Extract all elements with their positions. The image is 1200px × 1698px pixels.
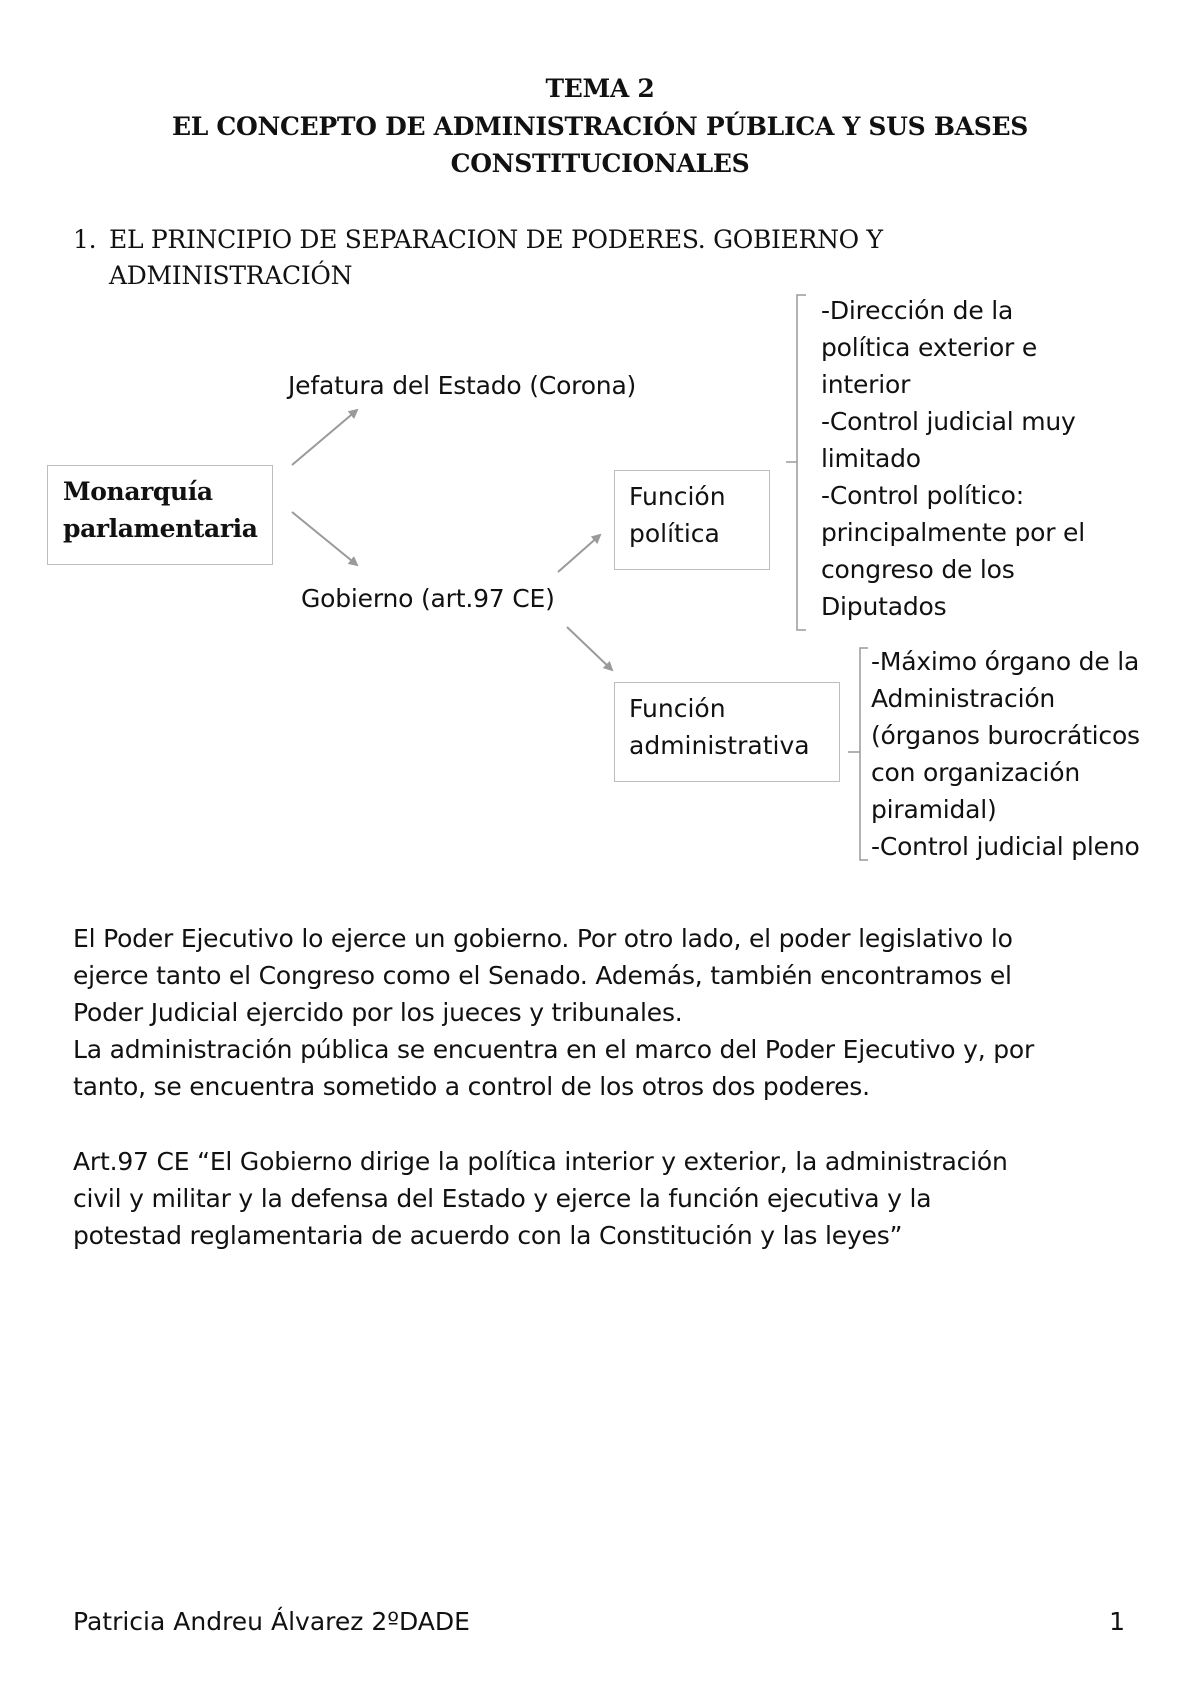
note-item: con organización	[871, 758, 1081, 787]
paragraph-line: potestad reglamentaria de acuerdo con la Constitución y las leyes”	[73, 1221, 903, 1250]
section-heading-line2: ADMINISTRACIÓN	[109, 261, 353, 290]
page-number: 1	[1109, 1607, 1125, 1636]
note-item: limitado	[821, 444, 921, 473]
funcion-politica-line2: política	[629, 519, 720, 548]
footer-author: Patricia Andreu Álvarez 2ºDADE	[73, 1607, 470, 1636]
jefatura-label: Jefatura del Estado (Corona)	[288, 371, 637, 400]
note-item: Administración	[871, 684, 1056, 713]
body-paragraph-2	[73, 1143, 1153, 1254]
funcion-administrativa-notes	[871, 643, 1140, 865]
note-item: interior	[821, 370, 911, 399]
document-subtitle-line2: CONSTITUCIONALES	[450, 149, 750, 178]
note-item: -Control judicial muy	[821, 407, 1076, 436]
section-heading-line1: EL PRINCIPIO DE SEPARACION DE PODERES. GOBIERNO Y	[109, 225, 883, 254]
root-label-line1: Monarquía	[63, 477, 213, 506]
paragraph-line: tanto, se encuentra sometido a control de los otros dos poderes.	[73, 1072, 870, 1101]
paragraph-line: civil y militar y la defensa del Estado y ejerce la función ejecutiva y la	[73, 1184, 932, 1213]
note-item: -Control político:	[821, 481, 1025, 510]
funcion-administrativa-label	[629, 690, 810, 764]
funcion-politica-label	[629, 478, 726, 552]
note-item: congreso de los	[821, 555, 1015, 584]
gobierno-label: Gobierno (art.97 CE)	[301, 584, 555, 613]
paragraph-line: La administración pública se encuentra en el marco del Poder Ejecutivo y, por	[73, 1035, 1035, 1064]
arrow-to-funcion-administrativa	[567, 627, 612, 670]
note-item: -Dirección de la	[821, 296, 1014, 325]
document-title: TEMA 2	[545, 74, 655, 103]
arrow-to-gobierno	[292, 512, 357, 565]
funcion-politica-notes	[821, 292, 1085, 625]
funcion-administrativa-line2: administrativa	[629, 731, 810, 760]
paragraph-line: Poder Judicial ejercido por los jueces y tribunales.	[73, 998, 683, 1027]
note-item: -Máximo órgano de la	[871, 647, 1140, 676]
arrow-to-funcion-politica	[558, 535, 600, 572]
bracket-administrativa	[848, 648, 868, 860]
paragraph-line: El Poder Ejecutivo lo ejerce un gobierno. Por otro lado, el poder legislativo lo	[73, 924, 1013, 953]
root-label	[63, 473, 258, 547]
note-item: -Control judicial pleno	[871, 832, 1140, 861]
funcion-politica-line1: Función	[629, 482, 726, 511]
paragraph-line: ejerce tanto el Congreso como el Senado. Además, también encontramos el	[73, 961, 1012, 990]
root-label-line2: parlamentaria	[63, 514, 258, 543]
note-item: principalmente por el	[821, 518, 1085, 547]
funcion-administrativa-line1: Función	[629, 694, 726, 723]
note-item: (órganos burocráticos	[871, 721, 1140, 750]
section-number: 1.	[73, 225, 97, 254]
bracket-politica	[786, 295, 806, 630]
arrow-to-jefatura	[292, 410, 357, 465]
note-item: política exterior e	[821, 333, 1038, 362]
body-paragraph-1	[73, 920, 1153, 1105]
paragraph-line: Art.97 CE “El Gobierno dirige la política interior y exterior, la administración	[73, 1147, 1008, 1176]
document-subtitle-line1: EL CONCEPTO DE ADMINISTRACIÓN PÚBLICA Y SUS BASES	[171, 112, 1029, 141]
note-item: Diputados	[821, 592, 947, 621]
note-item: piramidal)	[871, 795, 997, 824]
